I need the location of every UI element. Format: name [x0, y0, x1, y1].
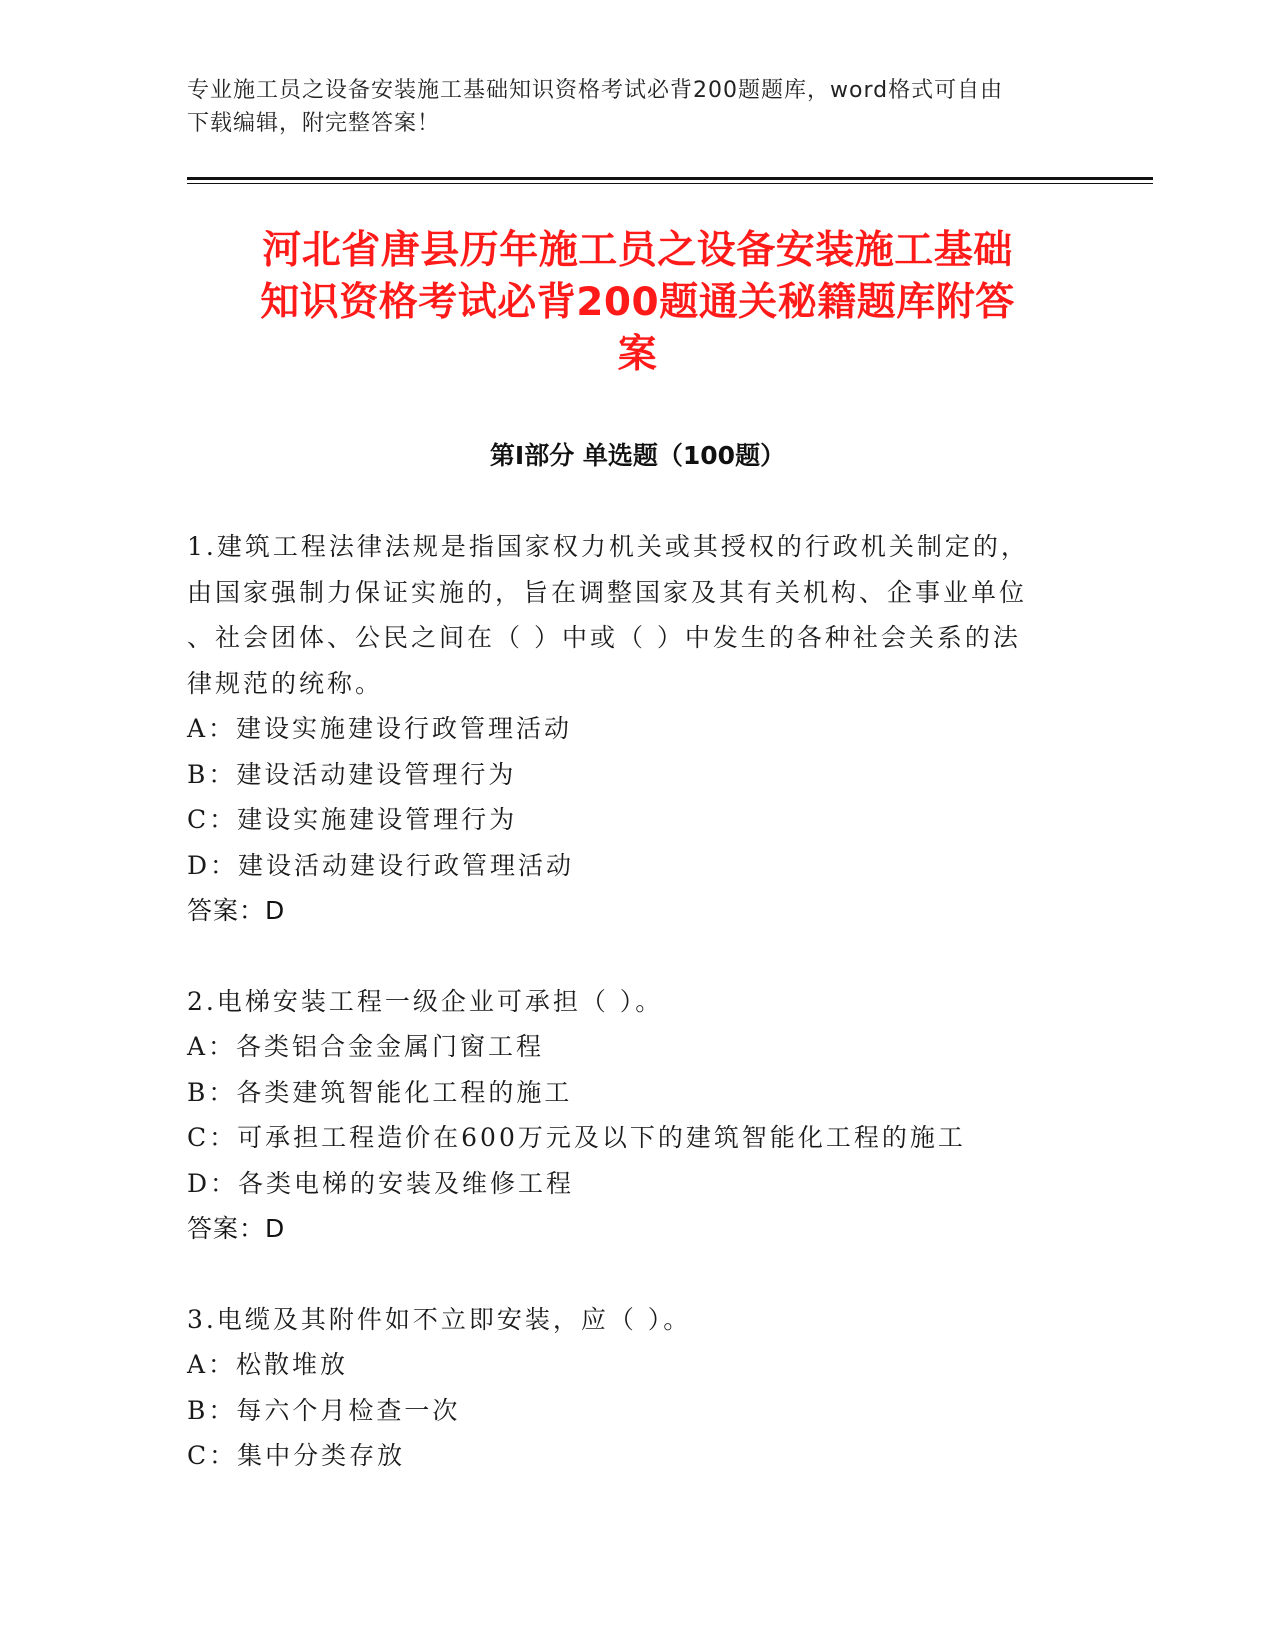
question-list	[187, 524, 1067, 1524]
option-c: C：建设实施建设管理行为	[187, 805, 518, 834]
header-note	[187, 74, 1087, 140]
document-title-line-3: 案	[617, 332, 658, 377]
question-stem	[187, 979, 1067, 1025]
header-rule-thick	[187, 177, 1153, 180]
answer-line: 答案：D	[187, 1214, 286, 1243]
section-heading: 第Ⅰ部分 单选题（100题）	[489, 441, 786, 470]
question-stem-line: 2.电梯安装工程一级企业可承担（ ）。	[187, 986, 664, 1016]
question-stem-line: 、社会团体、公民之间在（ ）中或（ ）中发生的各种社会关系的法	[187, 623, 1021, 652]
option-b: B：各类建筑智能化工程的施工	[187, 1077, 573, 1107]
option-c: C：可承担工程造价在600万元及以下的建筑智能化工程的施工	[187, 1123, 966, 1152]
option-d: D：各类电梯的安装及维修工程	[187, 1168, 575, 1198]
question-1	[187, 524, 1067, 934]
option-c: C：集中分类存放	[187, 1441, 406, 1470]
document-title-line-1: 河北省唐县历年施工员之设备安装施工基础	[262, 228, 1013, 273]
question-2	[187, 979, 1067, 1252]
option-d: D：建设活动建设行政管理活动	[187, 850, 575, 880]
question-stem	[187, 1297, 1067, 1343]
question-stem-line: 律规范的统称。	[187, 668, 384, 698]
document-title-line-2: 知识资格考试必背200题通关秘籍题库附答	[260, 280, 1015, 325]
option-b: B：每六个月检查一次	[187, 1395, 461, 1425]
question-stem-line: 1.建筑工程法律法规是指国家权力机关或其授权的行政机关制定的，	[187, 532, 1029, 561]
question-stem	[187, 524, 1067, 706]
option-a: A：松散堆放	[187, 1350, 349, 1379]
header-note-line-2: 下载编辑，附完整答案！	[187, 111, 441, 136]
option-a: A：各类铝合金金属门窗工程	[187, 1032, 545, 1061]
document-title	[190, 225, 1085, 381]
header-note-line-1: 专业施工员之设备安装施工基础知识资格考试必背200题题库，word格式可自由	[187, 78, 1004, 103]
question-stem-line: 3.电缆及其附件如不立即安装，应（ ）。	[187, 1304, 692, 1334]
question-3	[187, 1297, 1067, 1479]
option-a: A：建设实施建设行政管理活动	[187, 714, 573, 743]
header-rule-thin	[187, 183, 1153, 184]
answer-line: 答案：D	[187, 896, 286, 925]
option-b: B：建设活动建设管理行为	[187, 759, 517, 789]
question-stem-line: 由国家强制力保证实施的，旨在调整国家及其有关机构、企事业单位	[187, 577, 1028, 607]
